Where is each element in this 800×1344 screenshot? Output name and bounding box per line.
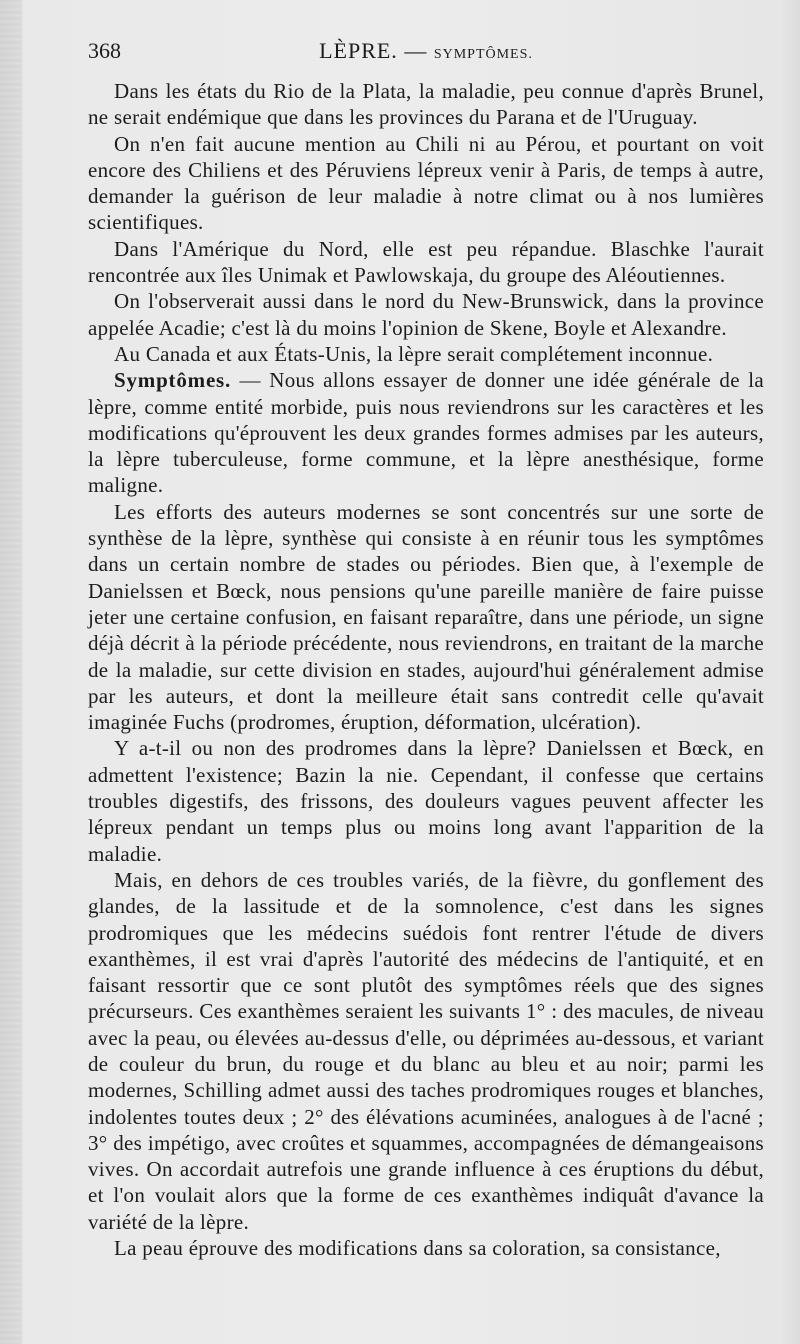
paragraph-prodromes: Y a-t-il ou non des prodromes dans la lèpre? Danielssen et Bœck, en admettent l'existence; Bazin la nie. Cependant, il confesse que certains troubles digestifs, des frissons, des douleurs vagues peuvent affecter les lépreux pendant un temps plus ou moins long avant l'apparition de la maladie. xyxy=(88,736,764,866)
paragraph-peau: La peau éprouve des modifications dans sa coloration, sa consistance, xyxy=(114,1236,721,1261)
running-head-subtitle: SYMPTÔMES. xyxy=(433,47,533,62)
running-head xyxy=(88,38,764,64)
paragraph-rio-de-la-plata: Dans les états du Rio de la Plata, la maladie, peu connue d'après Brunel, ne serait endémique que dans les provinces du Parana et de l'Uruguay. xyxy=(88,79,764,130)
paragraph-chili-perou: On n'en fait aucune mention au Chili ni au Pérou, et pourtant on voit encore des Chiliens et des Péruviens lépreux venir à Paris, de temps à autre, demander la guérison de leur maladie à notre climat ou à nos lumières scientifiques. xyxy=(88,131,764,235)
paragraph-canada: Au Canada et aux États-Unis, la lèpre serait complétement inconnue. xyxy=(114,341,714,366)
page-gutter xyxy=(0,0,22,1344)
running-head-title: LÈPRE. xyxy=(319,38,398,63)
paragraph-symptomes xyxy=(88,367,764,498)
paragraph-new-brunswick: On l'observerait aussi dans le nord du New-Brunswick, dans la province appelée Acadie; c'est là du moins l'opinion de Skene, Boyle et Alexandre. xyxy=(88,289,764,340)
page-number: 368 xyxy=(88,38,121,63)
paragraph-synthese: Les efforts des auteurs modernes se sont concentrés sur une sorte de synthèse de la lèpre, synthèse qui consiste à en réunir tous les symptômes dans un certain nombre de stades ou périodes. Bien que, à l'exemple de Danielssen et Bœck, nous pensions qu'une pareille manière de faire puisse jeter une certaine confusion, en faisant reparaître, dans une période, un signe déjà décrit à la période précédente, nous reviendrons, en traitant de la marche de la maladie, sur cette division en stades, aujourd'hui généralement admise par les auteurs, et dont la meilleure était sans contredit celle qu'avait imaginée Fuchs (prodromes, éruption, déformation, ulcération). xyxy=(88,499,764,735)
body-text xyxy=(88,78,764,1261)
page-header xyxy=(88,38,764,72)
running-head-dash: — xyxy=(404,38,428,63)
paragraph-amerique-nord: Dans l'Amérique du Nord, elle est peu répandue. Blaschke l'aurait rencontrée aux îles Unimak et Pawlowskaja, du groupe des Aléoutiennes. xyxy=(88,236,764,288)
paragraph-exanthemes: Mais, en dehors de ces troubles variés, de la fièvre, du gonflement des glandes, de la lassitude et de la somnolence, c'est dans les signes prodromiques que les médecins suédois font rentrer l'étude de divers exanthèmes, il est vrai d'après l'autorité des médecins de l'antiquité, et en faisant ressortir que ce sont plutôt des symptômes réels que des signes précurseurs. Ces exanthèmes seraient les suivants 1° : des macules, de niveau avec la peau, ou élevées au-dessus d'elle, ou déprimées au-dessous, et variant de couleur du brun, du rouge et du blanc au bleu et au noir; parmi les modernes, Schilling admet aussi des taches prodromiques rouges et blanches, indolentes toutes deux ; 2° des élévations acuminées, analogues à de l'acné ; 3° des impétigo, avec croûtes et squammes, accompagnées de démangeaisons vives. On accordait autrefois une grande influence à ces éruptions du début, et l'on voulait alors que la forme de ces exanthèmes indiquât d'avance la variété de la lèpre. xyxy=(88,867,764,1234)
section-heading: Symptômes. xyxy=(114,368,232,393)
section-intro: — Nous allons essayer de donner une idée générale de la lèpre, comme entité morbide, puis nous reviendrons sur les caractères et les modifications qu'éprouvent les deux grandes formes admises par les auteurs, la lèpre tuberculeuse, forme commune, et la lèpre anesthésique, forme maligne. xyxy=(88,368,764,498)
